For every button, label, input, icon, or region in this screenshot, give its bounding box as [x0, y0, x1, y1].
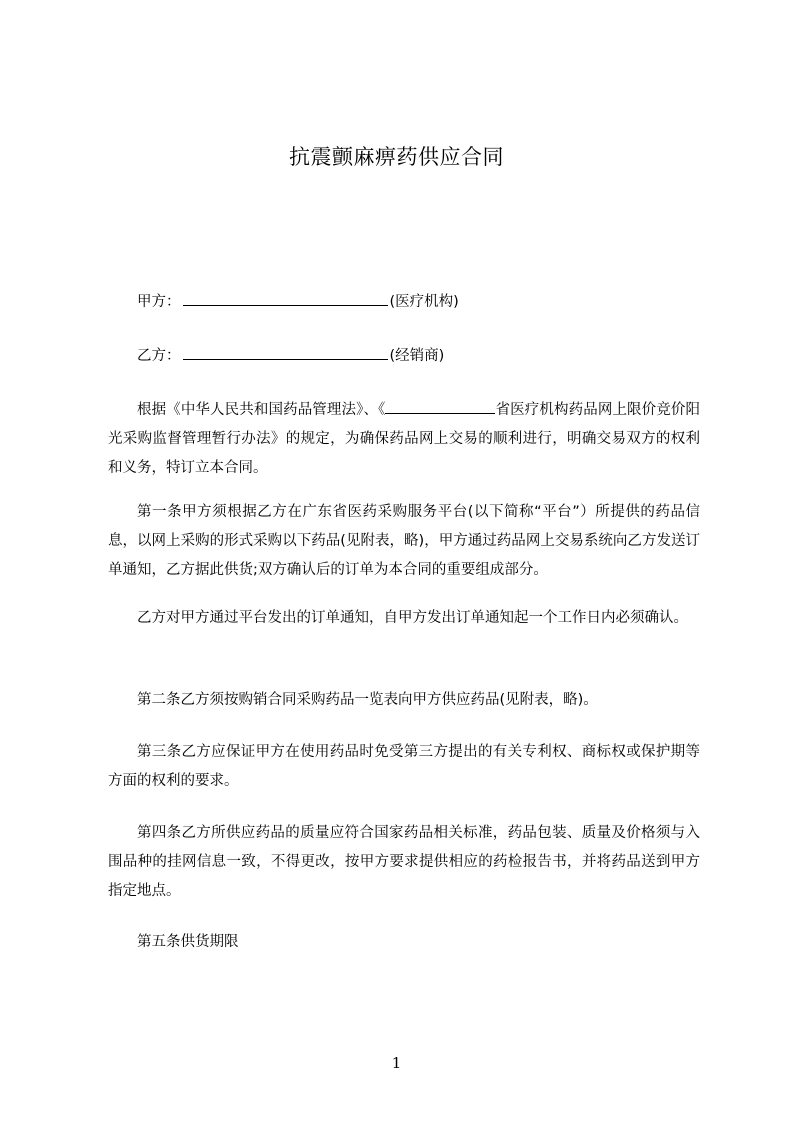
party-a-line	[137, 291, 459, 312]
article-1-confirm: 乙方对甲方通过平台发出的订单通知，自甲方发出订单通知起一个工作日内必须确认。	[137, 610, 688, 626]
party-a-suffix: (医疗机构)	[389, 294, 459, 310]
party-a-blank	[183, 291, 388, 306]
article-5-heading: 第五条供货期限	[137, 934, 239, 950]
page-number: 1	[391, 1054, 402, 1072]
article-4: 第四条乙方所供应药品的质量应符合国家药品相关标准，药品包装、质量及价格须与入围品种的挂网信息一致，不得更改，按甲方要求提供相应的药检报告书，并将药品送到甲方指定地点。	[108, 825, 700, 899]
party-b-blank	[183, 345, 388, 360]
party-b-line	[137, 345, 444, 366]
party-a-label: 甲方：	[137, 294, 181, 310]
document-title: 抗震颤麻痹药供应合同	[289, 145, 504, 169]
intro-text-1: 根据《中华人民共和国药品管理法》、《	[137, 402, 386, 418]
province-blank	[385, 399, 495, 414]
party-b-suffix: (经销商)	[389, 348, 445, 364]
article-2: 第二条乙方须按购销合同采购药品一览表向甲方供应药品(见附表，略)。	[137, 692, 598, 708]
article-1: 第一条甲方须根据乙方在广东省医药采购服务平台(以下简称“平台”）所提供的药品信息，以网上采购的形式采购以下药品(见附表，略)，甲方通过药品网上交易系统向乙方发送订单通知，乙方据此供货;双方确认后的订单为本合同的重要组成部分。	[108, 504, 700, 578]
party-b-label: 乙方：	[137, 348, 181, 364]
article-3: 第三条乙方应保证甲方在使用药品时免受第三方提出的有关专利权、商标权或保护期等方面的权利的要求。	[108, 744, 700, 789]
intro-text-2: 省医疗机构药品网上限价竞价阳光采购监督管理暂行办法》的规定，为确保药品网上交易的顺利进行，明确交易双方的权利和义务，特订立本合同。	[108, 402, 700, 476]
intro-paragraph	[108, 396, 700, 483]
